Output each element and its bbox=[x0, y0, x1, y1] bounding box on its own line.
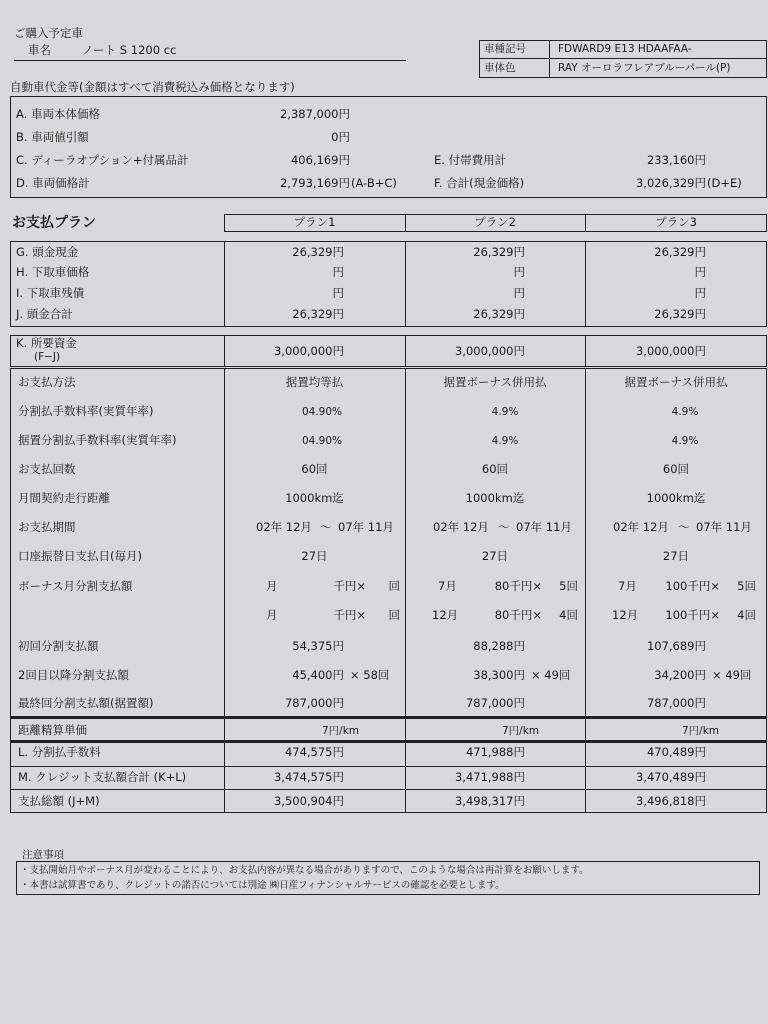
rate-label: 分割払手数料率(実質年率) bbox=[18, 404, 154, 418]
bonus2-plan3-month: 12月 bbox=[612, 608, 639, 622]
subsequent-plan3-amount: 34,200円 bbox=[654, 668, 706, 682]
notes-line-2: ・本書は試算書であり、クレジットの諾否については別途 ㈱日産フィナンシャルサービスの確認を必要とします。 bbox=[20, 880, 505, 891]
final-installment-label: 最終回分割支払額(据置額) bbox=[18, 696, 154, 710]
plan-detail-col-2 bbox=[405, 368, 406, 813]
subsequent-plan2-times: × 49回 bbox=[531, 668, 571, 682]
distance-unit-plan3: 7円/km bbox=[682, 725, 720, 737]
bonus1-plan1-amount: 千円× bbox=[333, 579, 366, 593]
total-payment-plan3: 3,496,818円 bbox=[635, 794, 706, 808]
first-installment-plan2: 88,288円 bbox=[473, 639, 525, 653]
bonus2-plan1-month: 月 bbox=[266, 608, 278, 622]
row-k-plan2: 3,000,000円 bbox=[454, 344, 525, 358]
period-plan3-to: 07年 11月 bbox=[696, 520, 752, 534]
required-funds-col-1 bbox=[224, 335, 225, 367]
car-name-label: 車名 bbox=[28, 43, 51, 57]
row-h-plan1: 円 bbox=[332, 265, 344, 279]
deferred-rate-plan3: 4.9% bbox=[671, 435, 699, 447]
final-installment-plan2: 787,000円 bbox=[465, 696, 525, 710]
row-g-plan3: 26,329円 bbox=[654, 245, 706, 259]
period-plan1-tilde: 〜 bbox=[320, 520, 332, 534]
deferred-rate-plan1: 04.90% bbox=[301, 435, 343, 447]
row-i-plan2: 円 bbox=[513, 286, 525, 300]
bonus1-plan3-times: 5回 bbox=[737, 579, 756, 593]
final-installment-plan3: 787,000円 bbox=[646, 696, 706, 710]
method-plan1: 据置均等払 bbox=[285, 375, 344, 389]
bonus2-plan3-amount: 100千円× bbox=[665, 608, 720, 622]
required-funds-col-3 bbox=[585, 335, 586, 367]
distance-unit-plan2: 7円/km bbox=[502, 725, 540, 737]
subsequent-plan2-amount: 38,300円 bbox=[473, 668, 525, 682]
bonus-label: ボーナス月分割支払額 bbox=[18, 579, 133, 593]
row-m-label: M. クレジット支払額合計 (K+L) bbox=[18, 770, 187, 784]
distance-unit-plan1: 7円/km bbox=[322, 725, 360, 737]
period-plan2-from: 02年 12月 bbox=[433, 520, 489, 534]
bonus2-plan2-times: 4回 bbox=[559, 608, 578, 622]
car-name-value: ノート S 1200 cc bbox=[82, 43, 177, 57]
row-j-label: J. 頭金合計 bbox=[16, 307, 73, 321]
price-row-d-label: D. 車両価格計 bbox=[16, 176, 90, 190]
row-g-plan2: 26,329円 bbox=[473, 245, 525, 259]
total-payment-plan1: 3,500,904円 bbox=[273, 794, 344, 808]
row-k-label: K. 所要資金 bbox=[16, 336, 77, 350]
row-h-label: H. 下取車価格 bbox=[16, 265, 90, 279]
row-l-plan1: 474,575円 bbox=[284, 745, 344, 759]
rate-plan2: 4.9% bbox=[491, 406, 519, 418]
thick-separator-top bbox=[10, 716, 767, 719]
bonus1-plan2-month: 7月 bbox=[438, 579, 457, 593]
row-k-plan3: 3,000,000円 bbox=[635, 344, 706, 358]
bonus2-plan1-times: 回 bbox=[388, 608, 400, 622]
monthly-distance-plan3: 1000km迄 bbox=[646, 491, 706, 505]
total-payment-plan2: 3,498,317円 bbox=[454, 794, 525, 808]
price-row-d-value: 2,793,169円 bbox=[279, 176, 350, 190]
debit-day-label: 口座振替日支払日(毎月) bbox=[18, 549, 142, 563]
subsequent-installment-label: 2回目以降分割支払額 bbox=[18, 668, 129, 682]
price-row-b-value: 0円 bbox=[331, 130, 350, 144]
price-row-f-label: F. 合計(現金価格) bbox=[434, 176, 525, 190]
bonus1-plan1-month: 月 bbox=[266, 579, 278, 593]
row-h-plan2: 円 bbox=[513, 265, 525, 279]
row-i-plan3: 円 bbox=[694, 286, 706, 300]
deferred-rate-label: 据置分割払手数料率(実質年率) bbox=[18, 433, 177, 447]
plan-2-name: プラン2 bbox=[474, 215, 516, 229]
period-plan3-from: 02年 12月 bbox=[613, 520, 669, 534]
period-plan1-from: 02年 12月 bbox=[256, 520, 312, 534]
period-plan2-to: 07年 11月 bbox=[516, 520, 572, 534]
price-row-f-value: 3,026,329円 bbox=[635, 176, 706, 190]
row-i-plan1: 円 bbox=[332, 286, 344, 300]
payment-plan-title: お支払プラン bbox=[12, 215, 96, 231]
monthly-distance-plan1: 1000km迄 bbox=[285, 491, 344, 505]
price-row-b-label: B. 車両値引額 bbox=[16, 130, 89, 144]
body-color-label: 車体色 bbox=[484, 62, 516, 74]
thick-separator-bottom bbox=[10, 740, 767, 743]
row-k-plan1: 3,000,000円 bbox=[273, 344, 344, 358]
required-funds-col-2 bbox=[405, 335, 406, 367]
first-installment-plan1: 54,375円 bbox=[292, 639, 344, 653]
payment-count-plan1: 60回 bbox=[301, 462, 328, 476]
down-payment-col-2 bbox=[405, 241, 406, 327]
down-payment-col-1 bbox=[224, 241, 225, 327]
row-k-sub: (F−J) bbox=[34, 351, 61, 363]
payment-period-label: お支払期間 bbox=[18, 520, 76, 534]
rate-plan3: 4.9% bbox=[671, 406, 699, 418]
debit-day-plan1: 27日 bbox=[301, 549, 328, 563]
bonus2-plan1-amount: 千円× bbox=[333, 608, 366, 622]
bonus2-plan2-amount: 80千円× bbox=[494, 608, 542, 622]
bonus2-plan2-month: 12月 bbox=[432, 608, 459, 622]
row-j-plan2: 26,329円 bbox=[473, 307, 525, 321]
row-m-plan3: 3,470,489円 bbox=[635, 770, 706, 784]
debit-day-plan3: 27日 bbox=[662, 549, 690, 563]
bonus2-plan3-times: 4回 bbox=[737, 608, 756, 622]
row-m-plan2: 3,471,988円 bbox=[454, 770, 525, 784]
notes-title: 注意事項 bbox=[22, 849, 64, 861]
row-l-label: L. 分割払手数料 bbox=[18, 745, 101, 759]
price-row-f-suffix: (D+E) bbox=[707, 176, 742, 190]
plan-3-name: プラン3 bbox=[655, 215, 697, 229]
payment-count-plan3: 60回 bbox=[662, 462, 690, 476]
monthly-distance-plan2: 1000km迄 bbox=[465, 491, 525, 505]
first-installment-label: 初回分割支払額 bbox=[18, 639, 99, 653]
row-m-divider bbox=[10, 789, 767, 790]
final-installment-plan1: 787,000円 bbox=[284, 696, 344, 710]
row-l-plan3: 470,489円 bbox=[646, 745, 706, 759]
price-row-e-value: 233,160円 bbox=[646, 153, 706, 167]
car-name-underline bbox=[14, 60, 406, 61]
payment-count-plan2: 60回 bbox=[481, 462, 509, 476]
model-code-value: FDWARD9 E13 HDAAFAA- bbox=[558, 43, 692, 55]
deferred-rate-plan2: 4.9% bbox=[491, 435, 519, 447]
plan-detail-col-1 bbox=[224, 368, 225, 813]
price-section-title: 自動車代金等(金額はすべて消費税込み価格となります) bbox=[10, 80, 295, 94]
down-payment-col-3 bbox=[585, 241, 586, 327]
row-l-plan2: 471,988円 bbox=[465, 745, 525, 759]
row-j-plan3: 26,329円 bbox=[654, 307, 706, 321]
row-j-plan1: 26,329円 bbox=[292, 307, 344, 321]
period-plan2-tilde: 〜 bbox=[498, 520, 510, 534]
row-g-plan1: 26,329円 bbox=[292, 245, 344, 259]
debit-day-plan2: 27日 bbox=[481, 549, 509, 563]
period-plan1-to: 07年 11月 bbox=[338, 520, 394, 534]
distance-unit-label: 距離精算単価 bbox=[18, 723, 87, 737]
rate-plan1: 04.90% bbox=[301, 406, 343, 418]
method-label: お支払方法 bbox=[18, 375, 76, 389]
row-m-plan1: 3,474,575円 bbox=[273, 770, 344, 784]
price-row-a-value: 2,387,000円 bbox=[279, 107, 350, 121]
body-color-value: RAY オーロラフレアブルーパール(P) bbox=[558, 62, 731, 74]
plan-1-name: プラン1 bbox=[293, 215, 336, 229]
subsequent-plan3-times: × 49回 bbox=[712, 668, 752, 682]
first-installment-plan3: 107,689円 bbox=[646, 639, 706, 653]
bonus1-plan2-amount: 80千円× bbox=[494, 579, 542, 593]
car-info-col-divider bbox=[549, 40, 550, 78]
row-l-divider bbox=[10, 766, 767, 767]
row-h-plan3: 円 bbox=[694, 265, 706, 279]
price-row-e-label: E. 付帯費用計 bbox=[434, 153, 507, 167]
bonus1-plan1-times: 回 bbox=[388, 579, 400, 593]
plan-detail-col-3 bbox=[585, 368, 586, 813]
bonus1-plan3-amount: 100千円× bbox=[665, 579, 720, 593]
subsequent-plan1-amount: 45,400円 bbox=[292, 668, 344, 682]
model-code-label: 車種記号 bbox=[484, 43, 526, 55]
row-i-label: I. 下取車残債 bbox=[16, 286, 85, 300]
monthly-distance-label: 月間契約走行距離 bbox=[18, 491, 110, 505]
price-row-d-suffix: (A-B+C) bbox=[351, 176, 397, 190]
car-info-divider bbox=[479, 58, 767, 59]
price-row-a-label: A. 車両本体価格 bbox=[16, 107, 100, 121]
price-row-c-label: C. ディーラオプション+付属品計 bbox=[16, 153, 189, 167]
payment-count-label: お支払回数 bbox=[18, 462, 76, 476]
purchase-car-title: ご購入予定車 bbox=[14, 26, 83, 40]
price-row-c-value: 406,169円 bbox=[290, 153, 350, 167]
subsequent-plan1-times: × 58回 bbox=[350, 668, 390, 682]
bonus1-plan2-times: 5回 bbox=[559, 579, 578, 593]
method-plan3: 据置ボーナス併用払 bbox=[624, 375, 728, 389]
notes-line-1: ・支払開始月やボーナス月が変わることにより、お支払内容が異なる場合がありますので、このような場合は再計算をお願いします。 bbox=[20, 865, 589, 876]
row-g-label: G. 頭金現金 bbox=[16, 245, 79, 259]
total-payment-label: 支払総額 (J+M) bbox=[18, 794, 100, 808]
bonus1-plan3-month: 7月 bbox=[618, 579, 637, 593]
period-plan3-tilde: 〜 bbox=[678, 520, 690, 534]
method-plan2: 据置ボーナス併用払 bbox=[443, 375, 547, 389]
